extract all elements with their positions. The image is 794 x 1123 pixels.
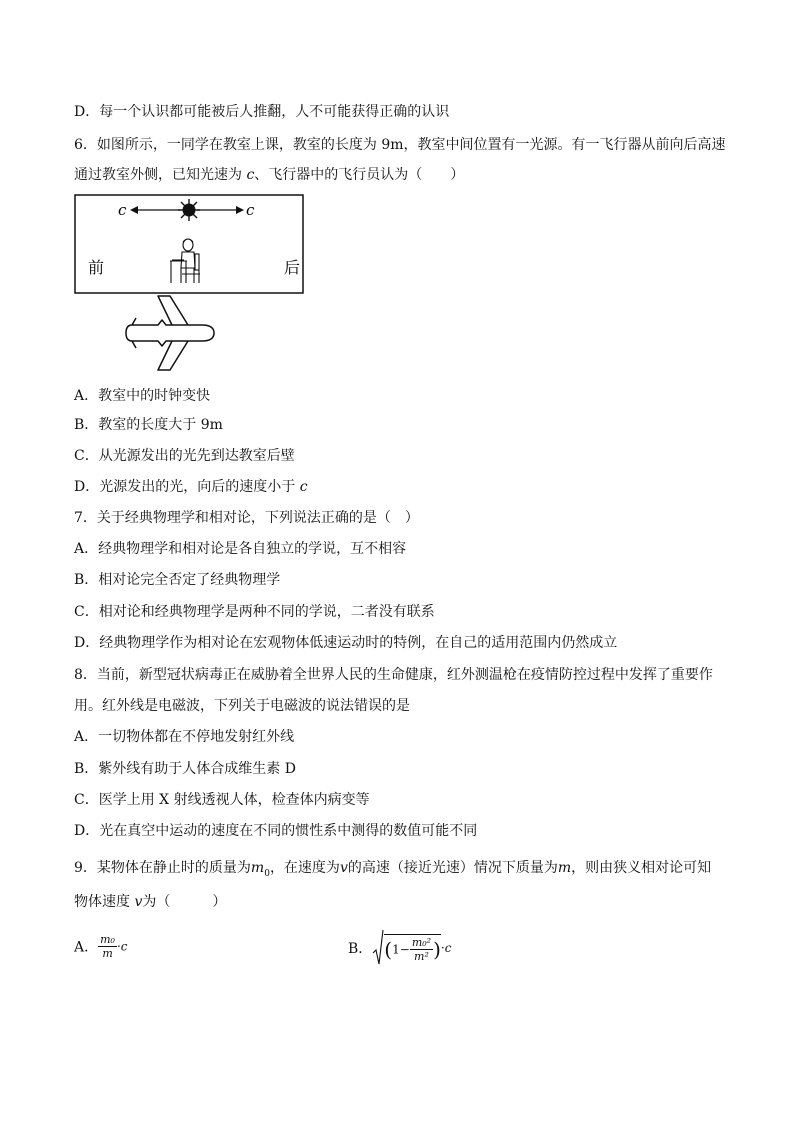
q9-b-dot-c: ·c	[440, 941, 452, 955]
q5-option-d: D．每一个认识都可能被后人推翻，人不可能获得正确的认识	[74, 104, 450, 120]
q9-m0: m	[250, 860, 265, 876]
q9-option-b-label: B．	[348, 941, 373, 957]
back-label: 后	[284, 258, 301, 277]
front-label: 前	[88, 258, 105, 277]
classroom-diagram	[74, 194, 306, 374]
q9-a-dot-c: ·c	[116, 939, 128, 954]
q7-option-d: D．经典物理学作为相对论在宏观物体低速运动时的特例，在自己的适用范围内仍然成立	[74, 635, 618, 651]
q6-stem-c: c	[246, 167, 255, 183]
q8-option-d: D．光在真空中运动的速度在不同的惯性系中测得的数值可能不同	[74, 823, 478, 839]
left-c-label: c	[118, 201, 127, 219]
classroom-figure	[74, 194, 306, 374]
q9-option-a-fraction	[98, 933, 117, 960]
q9-m0-sub: 0	[264, 868, 270, 879]
q9-stem-1c: 的高速（接近光速）情况下质量为	[347, 860, 558, 876]
sqrt-body: (1− $\frac{\text{m₀²}}{\text{m²}}$ )	[384, 935, 441, 963]
q9-b-denominator: m²	[414, 949, 429, 963]
q9-a-denominator: m	[102, 947, 113, 960]
q6-option-d-text: D．光源发出的光，向后的速度小于	[74, 479, 300, 495]
q9-b-numerator: m₀²	[411, 935, 432, 949]
q8-stem-line2: 用。红外线是电磁波，下列关于电磁波的说法错误的是	[74, 698, 410, 714]
q6-option-c: C．从光源发出的光先到达教室后壁	[74, 448, 295, 464]
q7-option-a: A．经典物理学和相对论是各自独立的学说，互不相容	[74, 541, 407, 557]
q6-option-a: A．教室中的时钟变快	[74, 388, 211, 404]
q6-stem-line1: 6．如图所示，一同学在教室上课，教室的长度为 9m，教室中间位置有一光源。有一飞行器从前向后高速	[74, 137, 726, 153]
q6-stem-line2	[74, 166, 464, 184]
light-source-icon	[178, 199, 200, 221]
sqrt-icon	[372, 929, 384, 967]
q8-option-c: C．医学上用 X 射线透视人体，检查体内病变等	[74, 792, 370, 808]
q7-option-c: C．相对论和经典物理学是两种不同的学说，二者没有联系	[74, 604, 435, 620]
q6-option-b: B．教室的长度大于 9m	[74, 417, 223, 433]
q9-v2: v	[134, 894, 143, 910]
q9-stem-1a: 9．某物体在静止时的质量为	[74, 860, 251, 876]
q9-b-one-minus: 1−	[392, 942, 410, 956]
q9-stem-line2	[74, 893, 226, 911]
q9-option-a-label: A．	[74, 939, 99, 956]
q7-stem: 7．关于经典物理学和相对论，下列说法正确的是（ ）	[74, 510, 419, 526]
student-at-desk-icon	[170, 239, 200, 283]
right-c-label: c	[246, 201, 255, 219]
q9-stem-1d: ，则由狭义相对论可知	[571, 860, 712, 876]
q9-option-b	[348, 929, 451, 967]
q6-option-d-c: c	[299, 479, 308, 495]
q9-m: m	[557, 860, 572, 876]
q8-option-b: B．紫外线有助于人体合成维生素 D	[74, 761, 296, 777]
q8-stem-line1: 8．当前，新型冠状病毒正在威胁着全世界人民的生命健康，红外测温枪在疫情防控过程中发挥了重要作	[74, 667, 713, 683]
left-arrowhead	[130, 206, 138, 214]
airplane-icon	[126, 296, 214, 370]
q8-option-a: A．一切物体都在不停地发射红外线	[74, 729, 295, 745]
q9-v: v	[339, 860, 348, 876]
q9-a-numerator: m₀	[100, 933, 115, 946]
q7-option-b: B．相对论完全否定了经典物理学	[74, 572, 281, 588]
q9-option-b-fraction	[410, 936, 433, 963]
q6-stem-line2-a: 通过教室外侧，已知光速为	[74, 167, 247, 183]
q6-stem-line2-b: 、飞行器中的飞行员认为（ ）	[254, 167, 465, 183]
q9-option-a	[74, 933, 128, 960]
right-arrowhead	[236, 206, 244, 214]
q9-stem-2b: 为（ ）	[142, 894, 227, 910]
q9-stem-line1	[74, 859, 711, 883]
q6-option-d	[74, 478, 308, 496]
q9-stem-1b: ，在速度为	[269, 860, 340, 876]
q9-stem-2a: 物体速度	[74, 894, 135, 910]
